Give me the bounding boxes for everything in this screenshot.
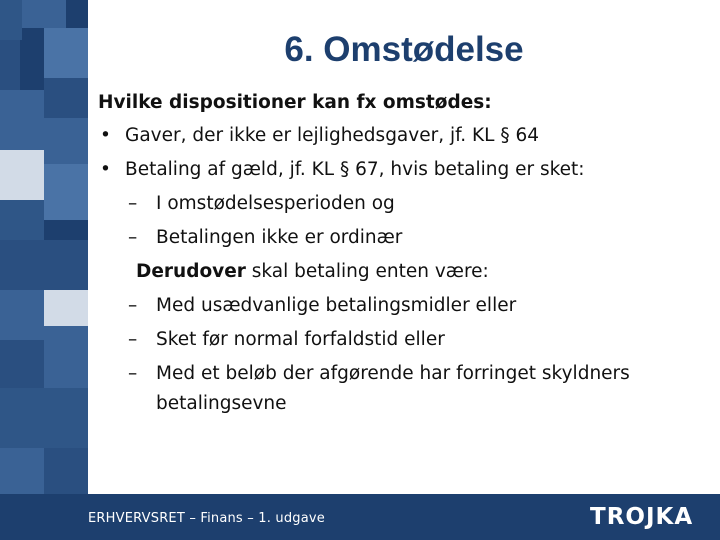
derudover-bold: Derudover xyxy=(136,261,246,282)
dash-mark: – xyxy=(128,227,138,248)
content-heading: Hvilke dispositioner kan fx omstødes: xyxy=(98,92,492,113)
footer-text: ERHVERVSRET – Finans – 1. udgave xyxy=(88,511,326,526)
sub-bullet-text: Sket før normal forfaldstid eller xyxy=(156,329,445,350)
tile-pattern xyxy=(0,0,88,540)
sub-bullet-item xyxy=(98,291,708,321)
sub-bullet-text: Med usædvanlige betalingsmidler eller xyxy=(156,295,517,316)
bullet-item xyxy=(98,121,708,151)
trojka-logo: TROJKA xyxy=(590,504,694,530)
decorative-sidebar xyxy=(0,0,88,540)
derudover-line xyxy=(98,257,708,287)
dash-mark: – xyxy=(128,295,138,316)
bullet-mark: • xyxy=(100,159,111,180)
dash-mark: – xyxy=(128,329,138,350)
derudover-rest: skal betaling enten være: xyxy=(245,261,489,282)
dash-mark: – xyxy=(128,363,138,384)
slide-title: 6. Omstødelse xyxy=(284,30,524,69)
sub-bullet-text: Betalingen ikke er ordinær xyxy=(156,227,403,248)
sub-bullet-text: I omstødelsesperioden og xyxy=(156,193,395,214)
bullet-text: Gaver, der ikke er lejlighedsgaver, jf. KL § 64 xyxy=(125,125,540,146)
sub-bullet-item xyxy=(98,325,708,355)
sub-bullet-text: Med et beløb der afgørende har forringet skyldners betalingsevne xyxy=(156,363,630,414)
bullet-item xyxy=(98,155,708,185)
sub-bullet-item xyxy=(98,359,708,419)
bullet-mark: • xyxy=(100,125,111,146)
sub-bullet-item xyxy=(98,189,708,219)
bullet-text: Betaling af gæld, jf. KL § 67, hvis betaling er sket: xyxy=(125,159,585,180)
dash-mark: – xyxy=(128,193,138,214)
sub-bullet-item xyxy=(98,223,708,253)
slide-content xyxy=(98,88,708,423)
